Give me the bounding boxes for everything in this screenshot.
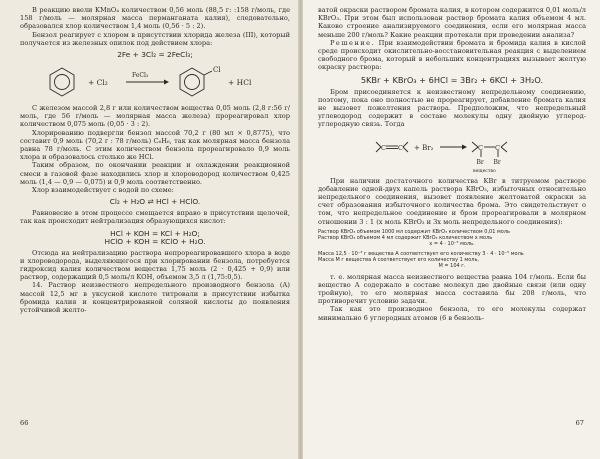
left-paragraph-7: Равновесие в этом процессе смещается вправо в присутствии щелочей, так как происходит нейтрализация образующихся кислот: — [20, 209, 290, 226]
page-number-left: 66 — [20, 418, 29, 427]
benzene-ring-icon — [50, 68, 74, 96]
left-paragraph-6: Хлор взаимодействует с водой по схеме: — [32, 186, 174, 195]
calc-line-1: Раствор KBrO₃ объемом 1000 мл содержит KBrO₃ количеством 0,01 моль — [318, 228, 510, 235]
left-paragraph-8: Отсюда на нейтрализацию раствора непрореагировавшего хлора в воде и хлороводорода, выделяющегося при хлорировании бензола, потребуется гидроксид калия количеством вещества 1,75 моль (2 · 0,425 + 0,9) или раствор, содержащий 0,5 моль/л KOH, объемом 3,5 л (1,75:0,5). — [20, 248, 290, 282]
right-page — [300, 0, 600, 459]
left-paragraph-1: В реакцию ввели KMnO₄ количеством 0,56 моль (88,5 г: :158 г/моль, где 158 г/моль — молярная масса перманганата калия), следовательно, образовался хлор количеством 1,4 моль (0,56 · 5 : 2). — [20, 6, 290, 31]
bromine-atom-1: Br — [476, 158, 484, 166]
dibromide-carbon-1: C — [478, 143, 483, 152]
calc-line-2: Раствор KBrO₃ объемом 4 мл содержит KBrO₃ количеством x моль — [318, 235, 493, 242]
page-number-right: 67 — [575, 418, 584, 427]
reagent-chlorine: + Cl₂ — [88, 78, 108, 88]
calc-line-4: Масса 12,5 · 10⁻³ г вещества А соответствует его количеству 3 · 4 · 10⁻⁵ моль — [318, 250, 524, 257]
chlorobenzene-ring-icon — [180, 68, 212, 96]
benzene-chlorination-svg — [40, 62, 270, 102]
bromine-atom-2: Br — [493, 158, 501, 166]
catalyst-label: FeCl₃ — [132, 72, 149, 80]
substance-label: вещество — [473, 168, 496, 174]
left-paragraph-9: 14. Раствор неизвестного непредельного производного бензола (А) массой 12,5 мг в уксусной кислоте титровали в присутствии избытка бромида калия и концентрированной соляной кислоты до появления устойчивой желто- — [20, 281, 290, 315]
dibromide-carbon-2: C — [495, 143, 500, 152]
reaction-arrow-head — [164, 80, 169, 85]
right-paragraph-6: Так как это производное бензола, то его молекулы содержат минимально 6 углеродных атомов (6 в бензоль- — [318, 305, 586, 322]
product-hcl: + HCl — [228, 78, 252, 88]
solution-label: Решение. — [330, 38, 376, 47]
alkene-carbon-2: C — [398, 143, 403, 152]
right-paragraph-4: При наличии достаточного количества KBr в титруемом растворе добавление одной-двух капель раствора KBrO₃, избыточных относительно непредельного соединения, вызовет появление желтоватой окраски за счет образования избыточного количества брома. Это свидетельствует о том, что непредельное соединение и бром прореагировали в молярном отношении 3 : 1 (x моль KBrO₃ и 3x моль непредельного соединения): — [318, 176, 586, 226]
equation-bromate-bromide: 5KBr + KBrO₃ + 6HCl = 3Br₂ + 6KCl + 3H₂O. — [360, 74, 544, 85]
book-gutter — [298, 0, 303, 459]
right-paragraph-2 — [318, 39, 586, 72]
equation-iron-chlorine: 2Fe + 3Cl₂ = 2FeCl₃; — [117, 50, 193, 60]
alkene-carbon-1: C — [381, 143, 386, 152]
bromination-scheme — [318, 131, 586, 175]
calc-line-3: x = 4 · 10⁻⁵ моль. — [429, 241, 475, 248]
bromination-arrow-head — [462, 144, 467, 149]
equation-hclo-koh: HClO + KOH = KClO + H₂O. — [104, 236, 206, 246]
calc-line-5: Масса М г вещества А соответствует его количеству 1 моль, — [318, 257, 479, 264]
left-paragraph-3: С железом массой 2,8 г или количеством вещества 0,05 моль (2,8 г:56 г/моль, где 56 г/моль — молярная масса железа) прореагировал хлор количеством 0,075 моль (0,05 · 3 : 2). — [20, 104, 290, 129]
bromination-svg — [352, 131, 552, 175]
calc-line-6: M = 104 г. — [438, 263, 466, 270]
left-paragraph-5: Таким образом, по окончании реакции и охлаждении реакционной смеси в газовой фазе находились хлор и хлороводород количеством 0,425 моль (1,4 — 0,9 — 0,075) и 0,9 моль соответственно. — [20, 161, 290, 186]
right-paragraph-5: т. е. молярная масса неизвестного вещества равна 104 г/моль. Если бы вещество А содержало в составе молекул две двойные связи (или одну тройную), то его молярная масса составила бы 208 г/моль, что противоречит условию задачи. — [318, 272, 586, 306]
solution-text: При взаимодействии бромата и бромида калия в кислой среде происходит окислительно-восстановительная реакция с выделением свободного брома, который в небольших концентрациях вызывает желтую окраску раствора: — [318, 38, 587, 72]
equation-hcl-koh: HCl + KOH = KCl + H₂O; — [110, 228, 200, 238]
right-paragraph-3: Бром присоединяется к неизвестному непредельному соединению, поэтому, пока оно полностью не прореагирует, добавление бромата калия не вызовет пожелтения раствора. Предположим, что непредельный углеводород содержит в составе молекулы одну двойную углерод-углеродную связь. Тогда — [318, 87, 586, 129]
calculation-block-2 — [318, 251, 586, 270]
calculation-block-1 — [318, 229, 586, 248]
chloro-substituent: Cl — [213, 66, 221, 75]
benzene-chlorination-scheme — [20, 62, 290, 102]
left-paragraph-4: Хлорированию подвергли бензол массой 70,2 г (80 мл × 0,8775), что составит 0,9 моль (70,2 г : 78 г/моль) C₆H₆, так как молярная масса бензола равна 78 г/моль. С этим количеством бензола прореагировало 0,9 моль хлора и образовалось столько же HCl. — [20, 128, 290, 162]
right-paragraph-1: ватой окраски раствором бромата калия, в котором содержится 0,01 моль/л KBrO₃. При этом был использован раствор бромата калия объемом 4 мл. Каково строение анализируемого соединения, если его молярная масса меньше 200 г/моль? Какие реакции протекали при проведении анализа? — [318, 6, 586, 39]
left-paragraph-2: Бензол реагирует с хлором в присутствии хлорида железа (III), который получается из железных опилок под действием хлора: — [20, 30, 290, 47]
equation-chlorine-water: Cl₂ + H₂O ⇌ HCl + HClO. — [109, 197, 201, 207]
reagent-bromine: + Br₂ — [414, 143, 434, 152]
